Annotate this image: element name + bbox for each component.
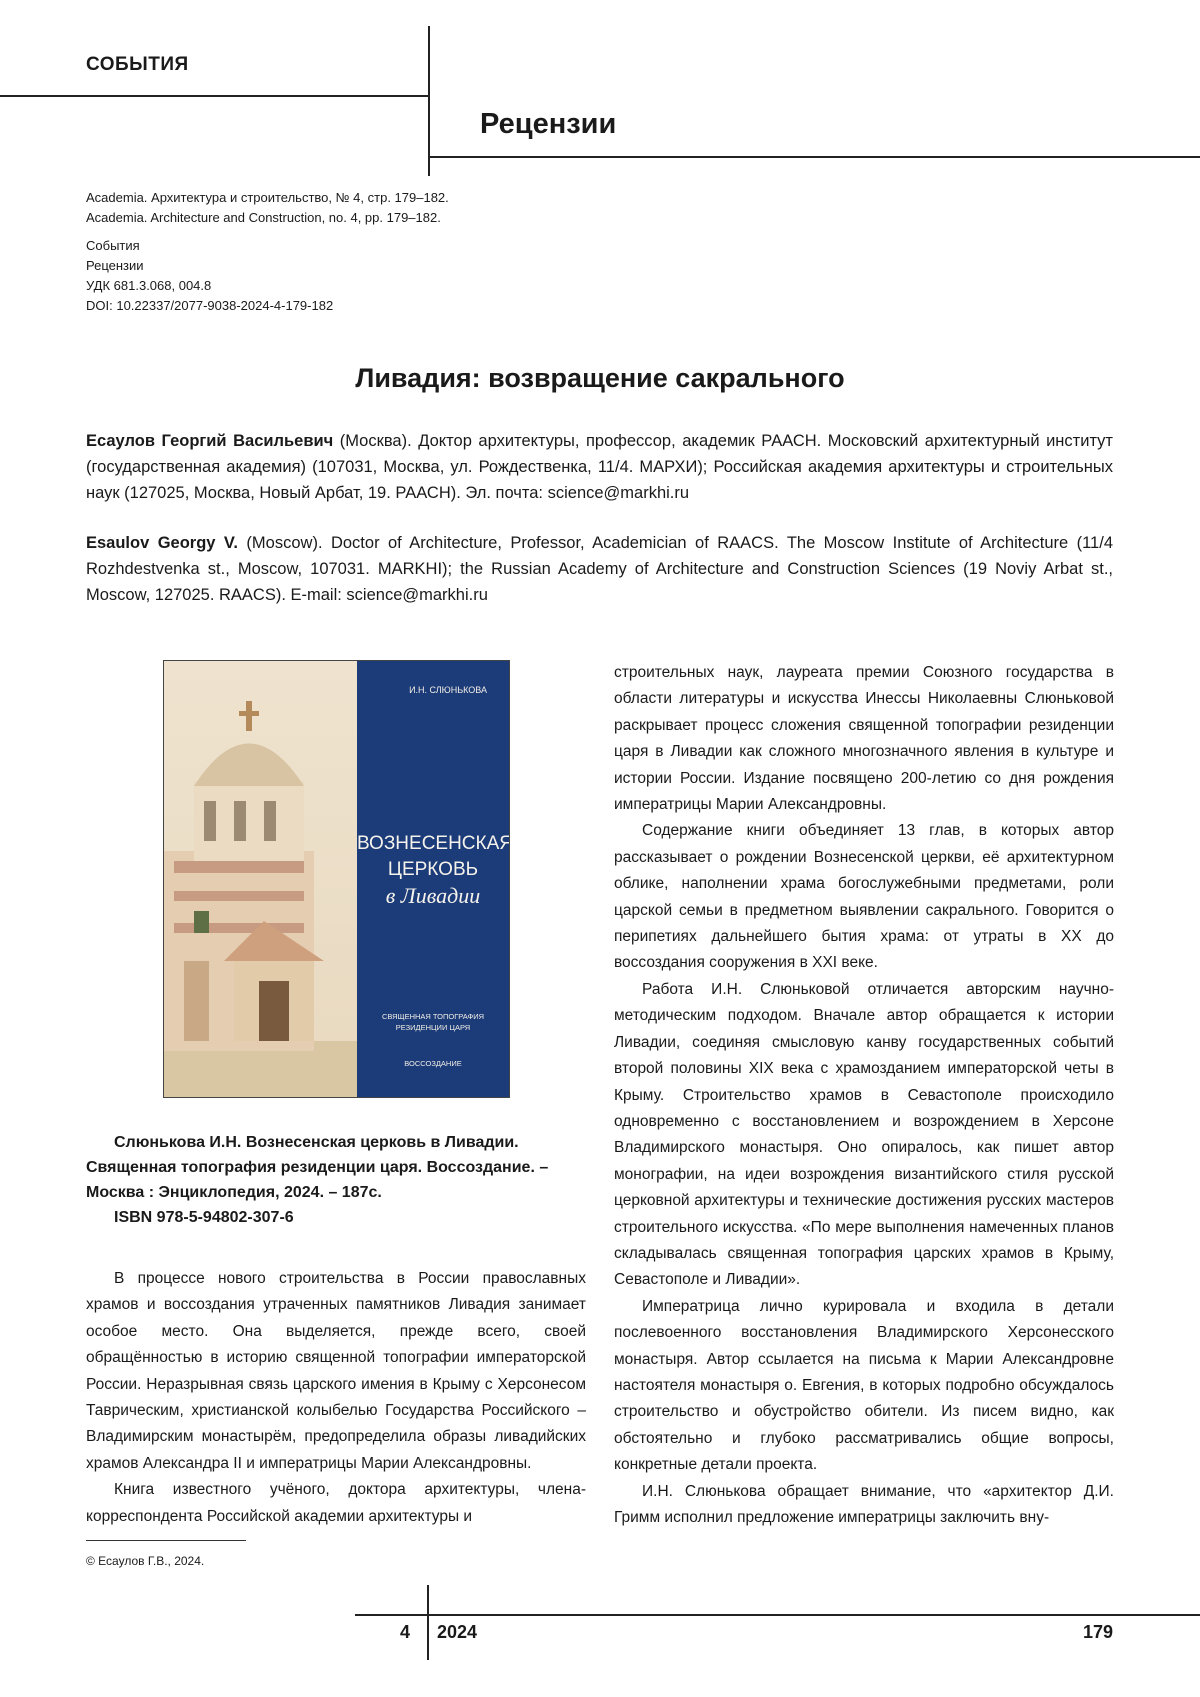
citation-ru: Academia. Архитектура и строительство, № 4, стр. 179–182. — [86, 188, 449, 208]
citation-en: Academia. Architecture and Construction, no. 4, pp. 179–182. — [86, 208, 449, 228]
body-paragraph: Содержание книги объединяет 13 глав, в которых автор рассказывает о рождении Вознесенской церкви, её архитектурном облике, наполнении храма богослужебными предметами, роли царской семьи в предметном выявлении сакрального. Говорится о перипетиях дальнейшего бытия храма: от утраты в XX до воссоздания сооружения в XXI веке. — [614, 818, 1114, 976]
classification-block — [86, 236, 333, 316]
footnote: © Есаулов Г.В., 2024. — [86, 1554, 204, 1568]
caption-isbn: ISBN 978-5-94802-307-6 — [86, 1205, 586, 1230]
cover-title-line3: в Ливадии — [357, 883, 509, 909]
cover-subtitle — [357, 1011, 509, 1033]
cover-subtitle-line3: ВОССОЗДАНИЕ — [357, 1059, 509, 1068]
body-paragraph: И.Н. Слюнькова обращает внимание, что «архитектор Д.И. Гримм исполнил предложение императрицы заключить вну- — [614, 1479, 1114, 1532]
udk: УДК 681.3.068, 004.8 — [86, 276, 333, 296]
footnote-divider — [86, 1540, 246, 1541]
author-name-en: Esaulov Georgy V. — [86, 534, 238, 552]
body-paragraph: В процессе нового строительства в России православных храмов и воссоздания утраченных памятников Ливадия занимает особое место. Она выделяется, прежде всего, своей обращённостью в историю священной топографии императорской России. Неразрывная связь царского имения в Крыму с Херсонесом Таврическим, христианской колыбелью Государства Российского – Владимирским монастырём, предопределила образы ливадийских храмов Александра II и императрицы Марии Александровны. — [86, 1266, 586, 1477]
cover-illustration — [164, 661, 357, 1097]
body-paragraph: Книга известного учёного, доктора архитектуры, члена-корреспондента Российской академии архитектуры и — [86, 1477, 586, 1530]
caption-citation: Слюнькова И.Н. Вознесенская церковь в Ливадии. Священная топография резиденции царя. Воссоздание. – Москва : Энциклопедия, 2024. – 187с. — [86, 1130, 586, 1205]
cover-subtitle-line1: СВЯЩЕННАЯ ТОПОГРАФИЯ — [357, 1011, 509, 1022]
author-affiliation-en: (Moscow). Doctor of Architecture, Professor, Academician of RAACS. The Moscow Institute of Architecture (11/4 Rozhdestvenka st., Moscow, 107031. MARKHI); the Russian Academy of Architecture and Construction Sciences (19 Noviy Arbat st., Moscow, 127025. RAACS). E-mail: science@markhi.ru — [86, 534, 1113, 604]
book-caption — [86, 1130, 586, 1230]
page-number: 179 — [1083, 1622, 1113, 1643]
author-affiliation-ru: (Москва). Доктор архитектуры, профессор, академик РААСН. Московский архитектурный институт (государственная академия) (107031, Москва, ул. Рождественка, 11/4. МАРХИ); Российская академия архитектуры и строительных наук (127025, Москва, Новый Арбат, 19. РААСН). Эл. почта: science@markhi.ru — [86, 432, 1113, 502]
rubric-divider — [428, 156, 1200, 158]
issue-year: 2024 — [437, 1622, 477, 1643]
author-info-ru — [86, 428, 1113, 506]
footer-vertical-divider — [427, 1585, 429, 1660]
doi: DOI: 10.22337/2077-9038-2024-4-179-182 — [86, 296, 333, 316]
cover-title — [357, 831, 509, 909]
body-paragraph: Работа И.Н. Слюньковой отличается авторским научно-методическим подходом. Вначале автор обращается к истории Ливадии, соединяя смысловую канву государственных событий второй половины XIX века с храмозданием императорской четы в Крыму. Строительство храмов в Севастополе происходило одновременно с восстановлением и возрождением в Херсоне Владимирского монастыря. Оно опиралось, как пишет автор монографии, на идеи возрождения византийского стиля русской церковной архитектуры и технические достижения русских мастеров строительного искусства. «По мере выполнения намеченных планов складывалась священная топография царских храмов в Крыму, Севастополе и Ливадии». — [614, 977, 1114, 1294]
author-name-ru: Есаулов Георгий Васильевич — [86, 432, 333, 450]
header-divider — [0, 95, 430, 97]
body-paragraph-continued: строительных наук, лауреата премии Союзного государства в области литературы и искусства Инессы Николаевны Слюньковой раскрывает процесс сложения священной топографии резиденции царя в Ливадии как сложного многозначного явления в культуре и истории России. Издание посвящено 200-летию со дня рождения императрицы Марии Александровны. — [614, 660, 1114, 818]
cover-title-panel — [357, 661, 509, 1097]
category: События — [86, 236, 333, 256]
cover-subtitle-line2: РЕЗИДЕНЦИИ ЦАРЯ — [357, 1022, 509, 1033]
section-label: СОБЫТИЯ — [86, 54, 189, 76]
cover-title-line2: ЦЕРКОВЬ — [357, 857, 509, 883]
body-right-column — [614, 660, 1114, 1531]
footer-divider — [355, 1614, 1200, 1616]
author-info-en — [86, 530, 1113, 608]
cover-author: И.Н. СЛЮНЬКОВА — [357, 685, 487, 695]
issue-number: 4 — [400, 1622, 410, 1643]
article-title: Ливадия: возвращение сакрального — [0, 363, 1200, 394]
book-cover-image — [163, 660, 510, 1098]
rubric-title: Рецензии — [480, 108, 616, 141]
church-drawing — [164, 661, 357, 1097]
body-paragraph: Императрица лично курировала и входила в детали послевоенного восстановления Владимирского Херсонесского монастыря. Автор ссылается на письма к Марии Александровне настоятеля монастыря о. Евгения, в которых подробно обсуждалось строительство и обустройство обители. Из писем видно, как обстоятельно и глубоко рассматривались общие вопросы, конкретные детали проекта. — [614, 1294, 1114, 1479]
body-left-column — [86, 1266, 586, 1530]
subcategory: Рецензии — [86, 256, 333, 276]
citation-block — [86, 188, 449, 228]
cover-title-line1: ВОЗНЕСЕНСКАЯ — [357, 831, 509, 857]
header-vertical-divider — [428, 26, 430, 176]
